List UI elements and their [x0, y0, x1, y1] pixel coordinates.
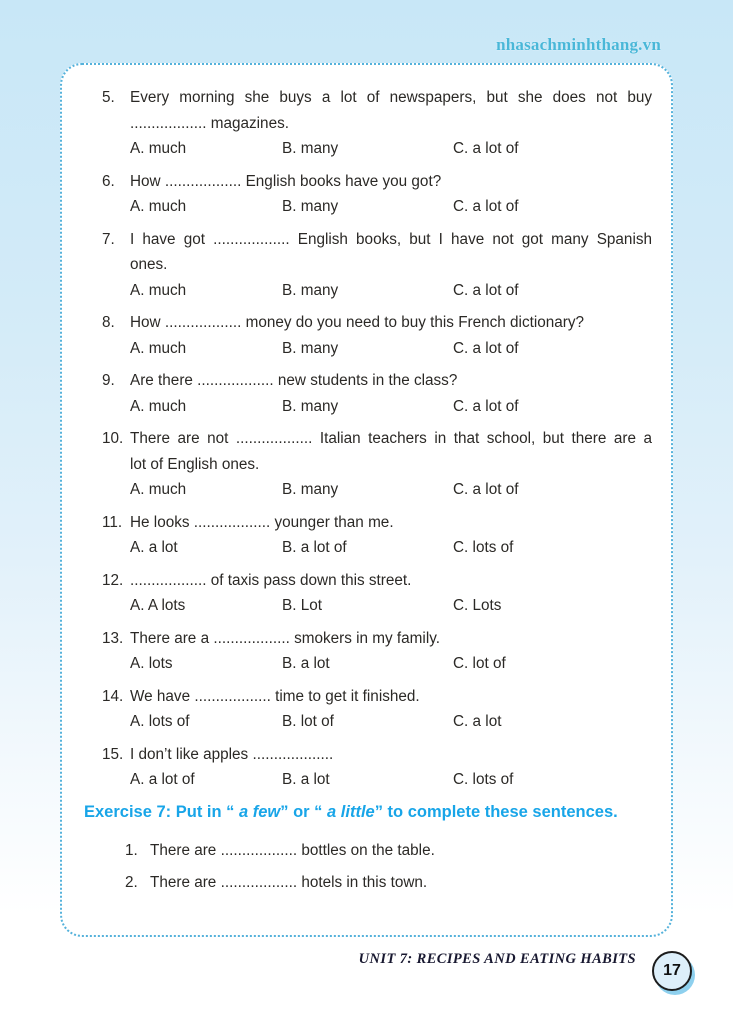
question-text-line: How .................. money do you need to buy this French dictionary?: [130, 314, 585, 331]
question-number: 14.: [102, 687, 124, 705]
question-body: [130, 227, 652, 304]
option-c: C. a lot of: [453, 481, 519, 498]
question-text-line: Every morning she buys a lot of newspapers, but she does not buy: [130, 89, 652, 106]
options-row: [130, 477, 652, 503]
question-text-line: There are not .................. Italian teachers in that school, but there are a: [130, 430, 652, 447]
page-content-box: [60, 63, 673, 937]
question-item: [102, 684, 652, 735]
option-a: A. lots of: [130, 713, 190, 730]
option-c: C. a lot of: [453, 339, 519, 357]
heading-part: ” or “: [280, 802, 328, 821]
option-a: A. a lot of: [130, 771, 195, 788]
question-item: [102, 169, 652, 220]
option-a: A. much: [130, 140, 187, 157]
question-text-line: How .................. English books have you got?: [130, 172, 442, 190]
question-body: [130, 426, 652, 503]
options-row: [130, 194, 652, 220]
question-body: [130, 510, 652, 561]
option-b: B. many: [282, 481, 339, 498]
question-item: [102, 568, 652, 619]
question-text-line: .................. magazines.: [130, 114, 289, 132]
page-number-badge: [652, 951, 692, 991]
watermark-site-name: nhasachminhthang.vn: [496, 35, 661, 54]
question-item: [102, 368, 652, 419]
question-item: [125, 870, 652, 896]
question-text-line: I don’t like apples ...................: [130, 745, 334, 763]
question-body: [130, 742, 652, 793]
options-row: [130, 394, 652, 420]
option-b: B. many: [282, 281, 339, 299]
question-text-line: He looks .................. younger than me.: [130, 513, 394, 531]
option-a: A. A lots: [130, 597, 186, 614]
option-c: C. a lot of: [453, 198, 519, 215]
option-a: A. much: [130, 198, 187, 215]
question-item: [102, 426, 652, 503]
footer-unit-title: UNIT 7: RECIPES AND EATING HABITS: [358, 951, 636, 967]
options-row: [130, 709, 652, 735]
page-number: 17: [663, 962, 681, 979]
question-item: [125, 838, 652, 864]
heading-part: Exercise 7: Put in “: [84, 802, 239, 821]
options-row: [130, 535, 652, 561]
question-text-line: I have got .................. English books, but I have not got many Spanish: [130, 230, 652, 248]
exercise6-question-list: [102, 85, 652, 793]
option-a: A. a lot: [130, 539, 178, 556]
question-number: 1.: [125, 841, 138, 859]
question-number: 11.: [102, 513, 123, 531]
question-text-line: .................. of taxis pass down this street.: [130, 571, 412, 589]
heading-part: a few: [238, 802, 281, 821]
option-a: A. much: [130, 339, 187, 357]
option-b: B. many: [282, 140, 339, 157]
options-row: [130, 336, 652, 362]
options-row: [130, 136, 652, 162]
question-item: [102, 310, 652, 361]
question-number: 7.: [102, 230, 115, 248]
option-c: C. a lot of: [453, 397, 519, 415]
option-b: B. many: [282, 339, 339, 357]
question-body: [130, 626, 652, 677]
option-c: C. lots of: [453, 539, 514, 556]
question-body: [130, 568, 652, 619]
question-text-line: lot of English ones.: [130, 455, 260, 473]
question-item: [102, 510, 652, 561]
option-b: B. a lot: [282, 771, 330, 788]
option-b: B. a lot: [282, 655, 330, 672]
question-number: 12.: [102, 571, 124, 589]
heading-part: ” to complete these sentences.: [374, 802, 618, 821]
question-body: [130, 169, 652, 220]
options-row: [130, 278, 652, 304]
question-text-line: ones.: [130, 256, 168, 273]
option-c: C. lots of: [453, 771, 514, 788]
option-b: B. many: [282, 397, 339, 415]
option-c: C. a lot: [453, 713, 502, 730]
question-text-line: Are there .................. new students in the class?: [130, 372, 458, 389]
option-b: B. lot of: [282, 713, 334, 730]
option-b: B. many: [282, 198, 339, 215]
option-a: A. much: [130, 481, 187, 498]
question-body: [130, 684, 652, 735]
option-c: C. lot of: [453, 655, 506, 672]
question-number: 10.: [102, 430, 124, 447]
question-item: [102, 85, 652, 162]
question-number: 5.: [102, 89, 115, 106]
option-a: A. much: [130, 397, 187, 415]
options-row: [130, 593, 652, 619]
question-body: [130, 85, 652, 162]
question-item: [102, 626, 652, 677]
exercise7-heading: [84, 800, 652, 824]
question-text-line: We have .................. time to get it finished.: [130, 687, 420, 705]
question-number: 15.: [102, 745, 124, 763]
question-number: 2.: [125, 874, 138, 891]
question-body: [130, 368, 652, 419]
option-c: C. a lot of: [453, 281, 519, 299]
question-number: 9.: [102, 372, 115, 389]
exercise7-question-list: [102, 838, 652, 896]
option-a: A. lots: [130, 655, 173, 672]
question-text-line: There are .................. bottles on the table.: [150, 841, 435, 859]
question-item: [102, 742, 652, 793]
question-text-line: There are .................. hotels in this town.: [150, 874, 428, 891]
question-body: [130, 310, 652, 361]
option-a: A. much: [130, 281, 187, 299]
options-row: [130, 767, 652, 793]
option-c: C. Lots: [453, 597, 502, 614]
heading-part: a little: [327, 802, 375, 821]
question-item: [102, 227, 652, 304]
option-c: C. a lot of: [453, 140, 519, 157]
option-b: B. Lot: [282, 597, 322, 614]
question-number: 13.: [102, 629, 124, 647]
question-number: 6.: [102, 172, 115, 190]
question-number: 8.: [102, 314, 115, 331]
option-b: B. a lot of: [282, 539, 347, 556]
options-row: [130, 651, 652, 677]
question-text-line: There are a .................. smokers in my family.: [130, 629, 440, 647]
